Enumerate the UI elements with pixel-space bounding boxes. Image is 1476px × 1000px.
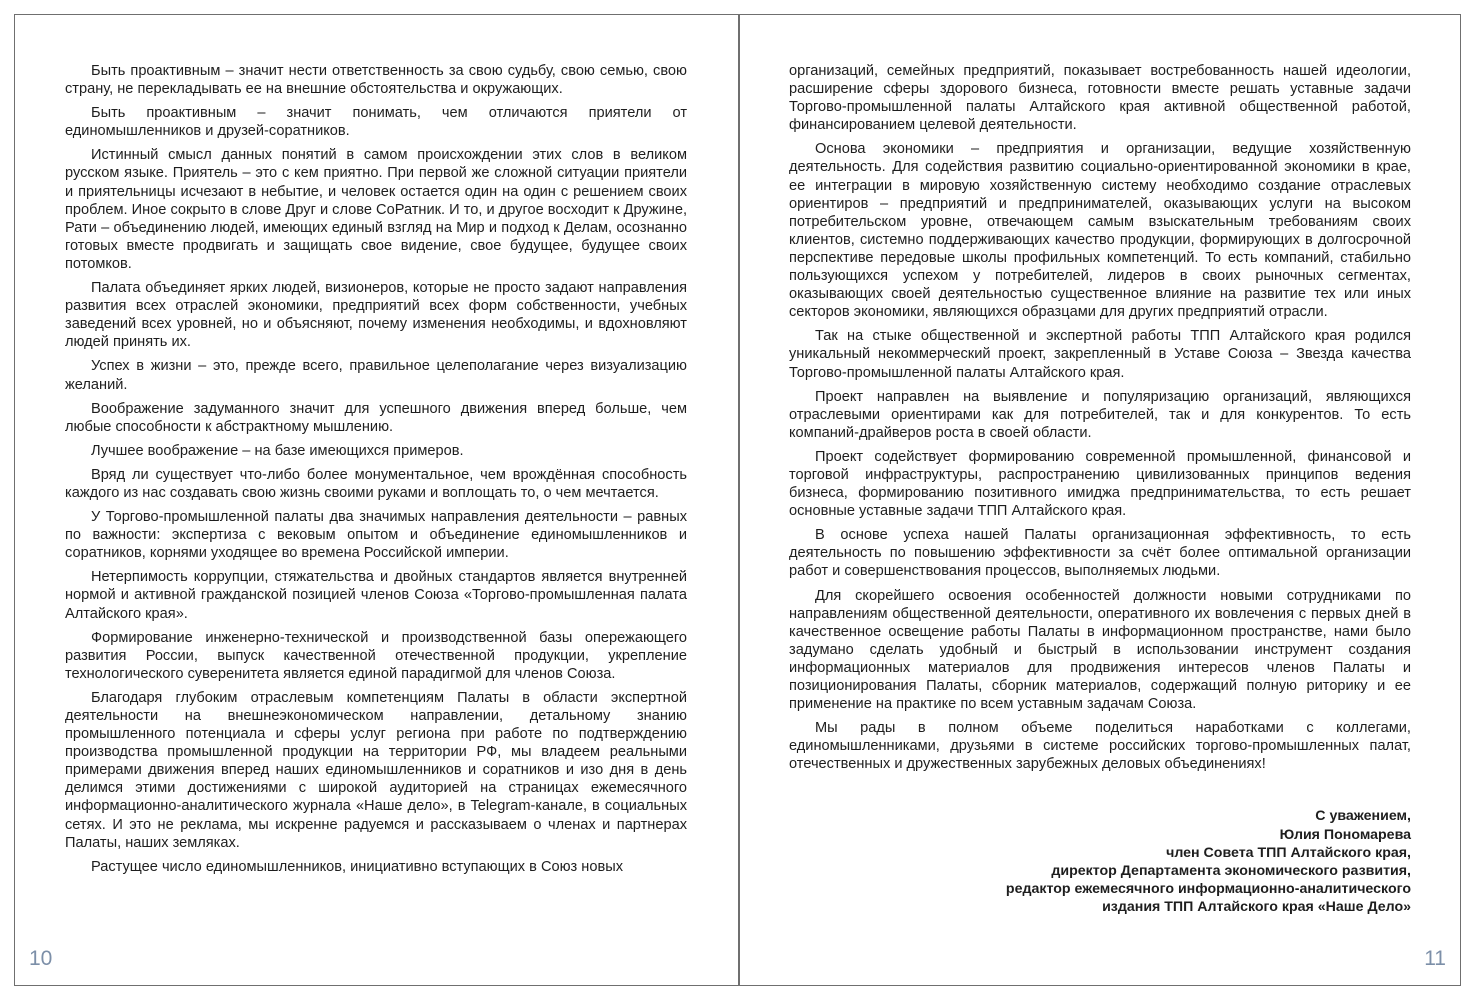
paragraph: Основа экономики – предприятия и организации, ведущие хозяйственную деятельность. Для содействия развитию социально-ориентированной экономики в крае, ее интеграции в мировую хозяйственную систему необходимо создание отраслевых ориентиров – предприятий и предпринимателей, оказывающих услуги на высоком потребительском уровне, отвечающем самым взыскательным требованиям своих клиентов, системно поддерживающих качество продукции, формирующих в долгосрочной перспективе передовые школы профильных компетенций. То есть компаний, стабильно пользующихся успехом у потребителей, лидеров в своих рыночных сегментах, оказывающих своей деятельностью существенное влияние на развитие тех или иных секторов экономики, являющихся образцами для других предприятий отрасли. — [789, 141, 1411, 321]
paragraph: У Торгово-промышленной палаты два значимых направления деятельности – равных по важности: экспертиза с вековым опытом и объединение единомышленников и соратников, корнями уходящее во времена Российской империи. — [65, 509, 687, 562]
paragraph: Для скорейшего освоения особенностей должности новыми сотрудниками по направлениям общественной деятельности, оперативного их вовлечения с первых дней в качественное освещение работы Палаты в информационном пространстве, нами было задумано сделать удобный и быстрый в использовании инструмент создания информационных материалов для продвижения интересов членов Палаты и позиционирования Палаты, сборник материалов, содержащий полную риторику и ее применение на практике по всем уставным задачам Союза. — [789, 587, 1411, 713]
paragraph: Лучшее воображение – на базе имеющихся примеров. — [91, 442, 464, 459]
paragraph: Проект направлен на выявление и популяризацию организаций, являющихся отраслевыми ориентирами как для потребителей, так и для конкурентов. То есть компаний-драйверов роста в своей области. — [789, 388, 1411, 441]
paragraph: Палата объединяет ярких людей, визионеров, которые не просто задают направления развития всех отраслей экономики, предприятий всех форм собственности, учебных заведений всех уровней, но и объясняют, почему изменения необходимы, и вдохновляют людей принять их. — [65, 280, 687, 351]
paragraph: Нетерпимость коррупции, стяжательства и двойных стандартов является внутренней нормой и активной гражданской позицией членов Союза «Торгово-промышленная палата Алтайского края». — [65, 569, 687, 622]
page-number-right: 11 — [1424, 947, 1446, 970]
paragraph-continuation: организаций, семейных предприятий, показывает востребованность нашей идеологии, расширение сферы здорового бизнеса, готовности вместе решать уставные задачи Торгово-промышленной палаты Алтайского края активной общественной работой, финансированием целевой деятельности. — [789, 63, 1411, 134]
signature-position: директор Департамента экономического развития, — [1051, 862, 1411, 879]
paragraph: Успех в жизни – это, прежде всего, правильное целеполагание через визуализацию желаний. — [65, 358, 687, 393]
signature-name: Юлия Пономарева — [1279, 826, 1411, 843]
paragraph: В основе успеха нашей Палаты организационная эффективность, то есть деятельность по повышению эффективности за счёт более оптимальной организации работ и совершенствования процессов, выполняемых людьми. — [789, 527, 1411, 580]
paragraph: Мы рады в полном объеме поделиться наработками с коллегами, единомышленниками, друзьями в системе российских торгово-промышленных палат, отечественных и дружественных зарубежных деловых объединениях! — [789, 720, 1411, 773]
page-number-left: 10 — [29, 947, 53, 970]
left-page — [65, 62, 687, 882]
paragraph: Проект содействует формированию современной промышленной, финансовой и торговой инфраструктуры, распространению цивилизованных принципов ведения бизнеса, формированию позитивного имиджа предпринимательства, то есть решает основные уставные задачи ТПП Алтайского края. — [789, 448, 1411, 520]
paragraph: Благодаря глубоким отраслевым компетенциям Палаты в области экспертной деятельности на внешнеэкономическом направлении, детальному знанию промышленного потенциала и сферы услуг региона при работе по подтверждению производства промышленной продукции на территории РФ, мы владеем реальными примерами движения вперед наших единомышленников и соратников и изо дня в день делимся этими достижениями с широкой аудиторией на страницах ежемесячного информационно-аналитического журнала «Наше дело», в Telegram-канале, в социальных сетях. И это не реклама, мы искренне радуемся и рассказываем о членах и партнерах Палаты, наших земляках. — [65, 689, 687, 851]
paragraph: Воображение задуманного значит для успешного движения вперед больше, чем любые способности к абстрактному мышлению. — [65, 400, 687, 435]
paragraph: Так на стыке общественной и экспертной работы ТПП Алтайского края родился уникальный некоммерческий проект, закрепленный в Уставе Союза – Звезда качества Торгово-промышленной палаты Алтайского края. — [789, 328, 1411, 381]
signature-block — [789, 807, 1411, 916]
signature-position: член Совета ТПП Алтайского края, — [1166, 844, 1411, 861]
paragraph: Растущее число единомышленников, инициативно вступающих в Союз новых — [91, 858, 624, 875]
paragraph: Быть проактивным – значит нести ответственность за свою судьбу, свою семью, свою страну, не перекладывать ее на внешние обстоятельства и окружающих. — [65, 63, 687, 98]
book-spread — [14, 14, 1461, 986]
paragraph: Истинный смысл данных понятий в самом происхождении этих слов в великом русском языке. Приятель – это с кем приятно. При первой же сложной ситуации приятели и приятельницы исчезают в небытие, и человек остается один на один с решением своих проблем. Иное сокрыто в слове Друг и слове СоРатник. И то, и другое восходит к Дружине, Рати – объединению людей, имеющих единый взгляд на Мир и подход к Делам, осознанно готовых вместе продвигать и защищать свое видение, свое будущее, будущее своих потомков. — [65, 147, 687, 272]
signature-position: издания ТПП Алтайского края «Наше Дело» — [1102, 898, 1411, 915]
signature-greeting: С уважением, — [1315, 808, 1411, 825]
page-divider — [738, 15, 740, 985]
paragraph: Вряд ли существует что-либо более монументальное, чем врождённая способность каждого из нас создавать свою жизнь своими руками и воплощать то, о чем мечтается. — [65, 466, 687, 501]
signature-position: редактор ежемесячного информационно-аналитического — [1005, 880, 1411, 897]
paragraph: Формирование инженерно-технической и производственной базы опережающего развития России, выпуск качественной отечественной продукции, укрепление технологического суверенитета является единой парадигмой для членов Союза. — [65, 629, 687, 682]
right-page — [789, 62, 1411, 916]
paragraph: Быть проактивным – значит понимать, чем отличаются приятели от единомышленников и друзей-соратников. — [65, 105, 687, 140]
